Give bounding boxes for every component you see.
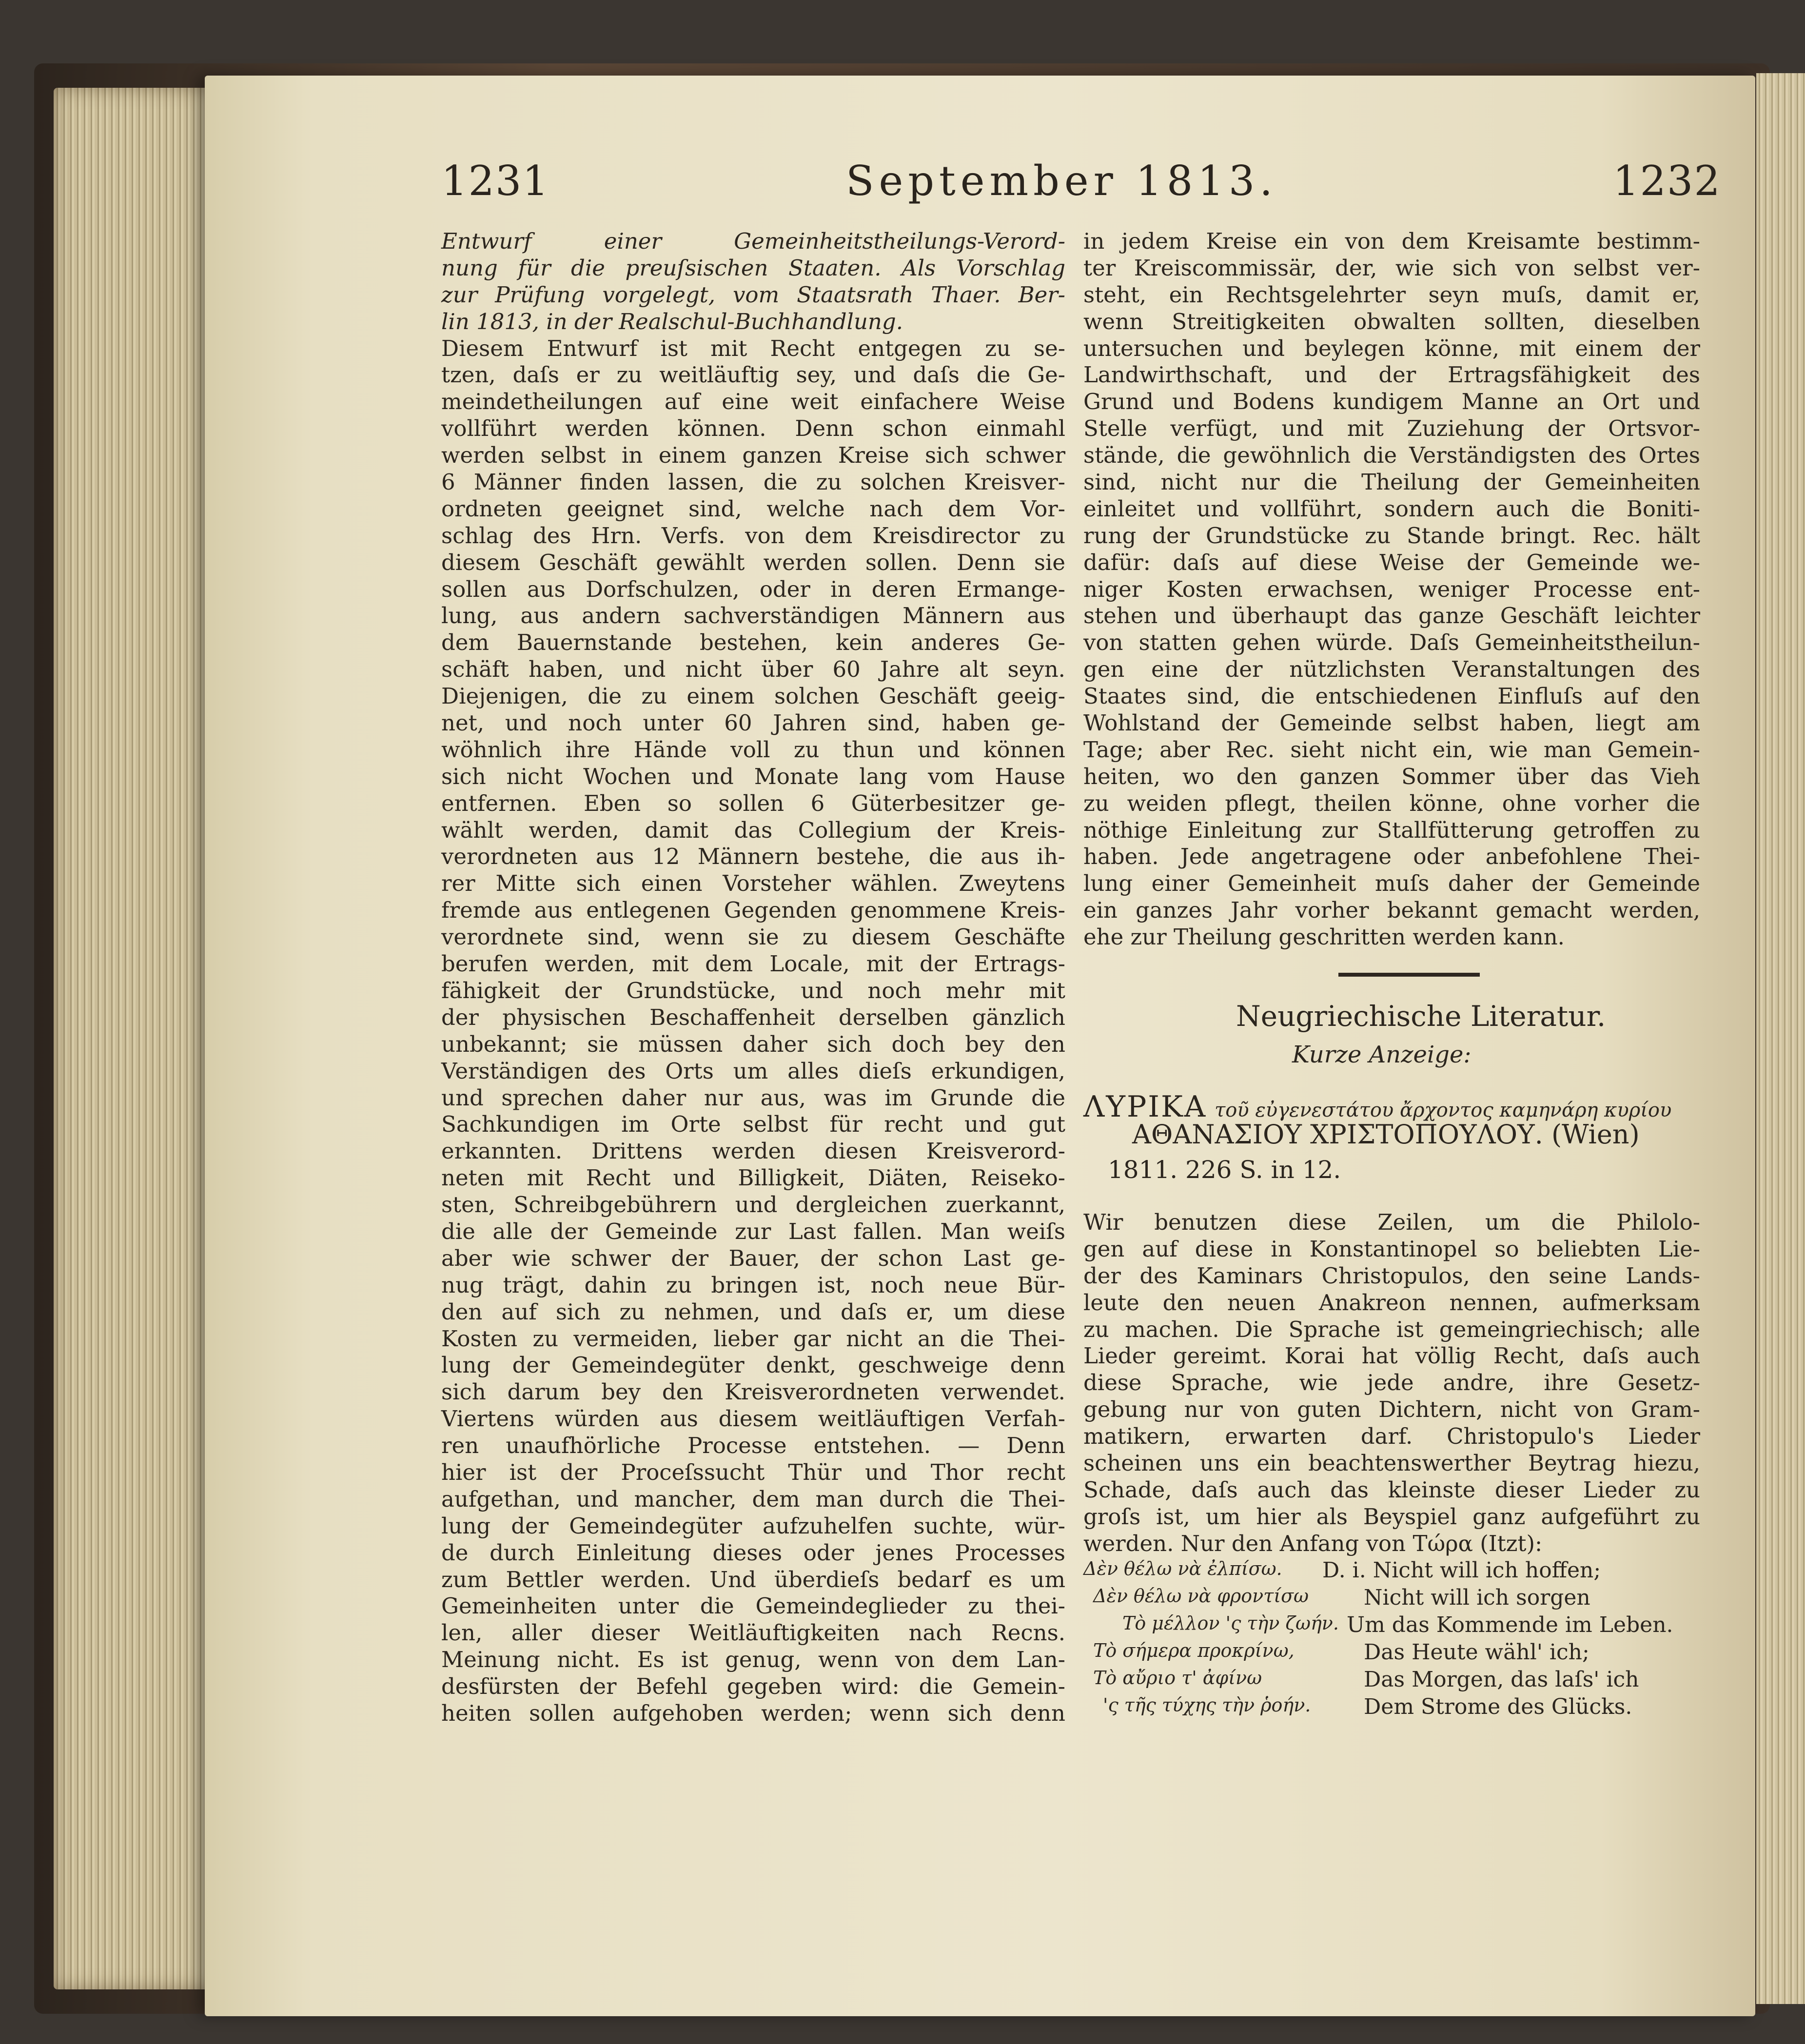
right-column-lower bbox=[1083, 1209, 1700, 1557]
text-line: Tage; aber Rec. sieht nicht ein, wie man Gemein- bbox=[1083, 736, 1700, 763]
text-line: lung einer Gemeinheit muſs daher der Gemeinde bbox=[1083, 870, 1700, 897]
text-line: fähigkeit der Grundstücke, und noch mehr mit bbox=[441, 977, 1065, 1003]
text-line: erkannten. Drittens werden diesen Kreisverord- bbox=[441, 1138, 1065, 1164]
section-divider bbox=[1338, 973, 1480, 977]
text-line: wenn Streitigkeiten obwalten sollten, dieselben bbox=[1083, 308, 1700, 334]
poem-german: Nicht will ich sorgen bbox=[1364, 1585, 1590, 1610]
text-line: schlag des Hrn. Verfs. von dem Kreisdirector zu bbox=[441, 522, 1065, 549]
left-column-text bbox=[441, 335, 1065, 1727]
text-line: gen auf diese in Konstantinopel so beliebten Lie- bbox=[1083, 1236, 1700, 1262]
text-line: entfernen. Eben so sollen 6 Güterbesitzer ge- bbox=[441, 790, 1065, 816]
text-line: de durch Einleitung dieses oder jenes Processes bbox=[441, 1539, 1065, 1566]
book-imprint: 1811. 226 S. in 12. bbox=[1108, 1156, 1341, 1184]
text-line: zu machen. Die Sprache ist gemeingriechisch; alle bbox=[1083, 1316, 1700, 1342]
right-column-upper bbox=[1083, 228, 1700, 951]
text-line: meindetheilungen auf eine weit einfachere Weise bbox=[441, 389, 1065, 415]
right-column-text bbox=[1083, 228, 1700, 951]
text-line: aufgethan, und mancher, dem man durch die Thei- bbox=[441, 1486, 1065, 1512]
text-line: dafür: daſs auf diese Weise der Gemeinde we- bbox=[1083, 549, 1700, 575]
text-line: die alle der Gemeinde zur Last fallen. Man weiſs bbox=[441, 1218, 1065, 1244]
text-line: unbekannt; sie müssen daher sich doch bey den bbox=[441, 1031, 1065, 1057]
text-line: einleitet und vollführt, sondern auch die Boniti- bbox=[1083, 495, 1700, 522]
text-line: Gemeinheiten unter die Gemeindeglieder zu thei- bbox=[441, 1593, 1065, 1619]
text-line: sich nicht Wochen und Monate lang vom Hause bbox=[441, 763, 1065, 789]
text-line: len, aller dieser Weitläuftigkeiten nach Recns. bbox=[441, 1620, 1065, 1646]
page-number-right: 1232 bbox=[1613, 157, 1721, 205]
text-line: tzen, daſs er zu weitläuftig sey, und daſs die Ge- bbox=[441, 362, 1065, 388]
text-line: heiten, wo den ganzen Sommer über das Vieh bbox=[1083, 763, 1700, 789]
text-line: Landwirthschaft, und der Ertragsfähigkeit des bbox=[1083, 362, 1700, 388]
text-line: Verständigen des Orts um alles dieſs erkundigen, bbox=[441, 1058, 1065, 1084]
text-line: diese Sprache, wie jede andre, ihre Gesetz- bbox=[1083, 1370, 1700, 1396]
text-line: diesem Geschäft gewählt werden sollen. Denn sie bbox=[441, 549, 1065, 575]
poem-intro-greek: Δὲν θέλω νὰ ἐλπίσω. bbox=[1083, 1558, 1282, 1579]
text-line: Kosten zu vermeiden, lieber gar nicht an die Thei- bbox=[441, 1325, 1065, 1352]
text-line: 6 Männer finden lassen, die zu solchen Kreisver- bbox=[441, 469, 1065, 495]
text-line: wählt werden, damit das Collegium der Kreis- bbox=[441, 817, 1065, 843]
review-citation bbox=[441, 228, 1065, 335]
text-line: von statten gehen würde. Daſs Gemeinheitstheilun- bbox=[1083, 629, 1700, 656]
text-line: wöhnlich ihre Hände voll zu thun und können bbox=[441, 736, 1065, 763]
poem-german: Das Heute wähl' ich; bbox=[1364, 1640, 1589, 1665]
section-subtitle: Kurze Anzeige: bbox=[1292, 1041, 1471, 1068]
text-line: der des Kaminars Christopulos, den seine Lands- bbox=[1083, 1262, 1700, 1289]
text-line: Stelle verfügt, und mit Zuziehung der Ortsvor- bbox=[1083, 415, 1700, 442]
text-line: Wohlstand der Gemeinde selbst haben, liegt am bbox=[1083, 710, 1700, 736]
page-edges-left bbox=[54, 88, 215, 1989]
text-line: sten, Schreibgebührern und dergleichen zuerkannt, bbox=[441, 1192, 1065, 1218]
running-title: September 1813. bbox=[846, 157, 1277, 205]
greek-title-subtitle: τοῦ εὐγενεστάτου ἄρχοντος καμηνάρη κυρίου bbox=[1215, 1099, 1672, 1121]
text-line: sind, nicht nur die Theilung der Gemeinheiten bbox=[1083, 469, 1700, 495]
text-line: werden. Nur den Anfang von Τώρα (Itzt): bbox=[1083, 1530, 1543, 1556]
text-line: zum Bettler werden. Und überdieſs bedarf es um bbox=[441, 1566, 1065, 1592]
text-line: untersuchen und beylegen könne, mit einem der bbox=[1083, 335, 1700, 361]
greek-title-main: ΛΥΡΙΚΑ bbox=[1083, 1090, 1207, 1124]
text-line: Lieder gereimt. Korai hat völlig Recht, daſs auch bbox=[1083, 1343, 1700, 1369]
poem-greek: Τὸ μέλλον 'ς τὴν ζωήν. bbox=[1122, 1612, 1339, 1634]
text-line: den auf sich zu nehmen, und daſs er, um diese bbox=[441, 1298, 1065, 1325]
poem-greek: Δὲν θέλω νὰ φροντίσω bbox=[1093, 1585, 1309, 1607]
text-line: aber wie schwer der Bauer, der schon Last ge- bbox=[441, 1245, 1065, 1271]
poem-line bbox=[1083, 1694, 1700, 1722]
text-line: ter Kreiscommissär, der, wie sich von selbst ver- bbox=[1083, 255, 1700, 281]
text-line: ein ganzes Jahr vorher bekannt gemacht werden, bbox=[1083, 897, 1700, 924]
text-line: rung der Grundstücke zu Stande bringt. Rec. hält bbox=[1083, 522, 1700, 549]
text-line: lin 1813, in der Realschul-Buchhandlung. bbox=[441, 308, 903, 334]
text-line: lung der Gemeindegüter aufzuhelfen suchte, wür- bbox=[441, 1513, 1065, 1539]
text-line: Diejenigen, die zu einem solchen Geschäft geeig- bbox=[441, 683, 1065, 709]
text-line: leute den neuen Anakreon nennen, aufmerksam bbox=[1083, 1289, 1700, 1316]
text-line: zu weiden pflegt, theilen könne, ohne vorher die bbox=[1083, 790, 1700, 816]
text-line: ren unaufhörliche Processe entstehen. — Denn bbox=[441, 1433, 1065, 1459]
text-line: nung für die preuſsischen Staaten. Als Vorschlag bbox=[441, 255, 1065, 281]
text-line: niger Kosten erwachsen, weniger Processe ent- bbox=[1083, 576, 1700, 602]
poem-line bbox=[1083, 1667, 1700, 1694]
text-line: groſs ist, um hier als Beyspiel ganz aufgeführt zu bbox=[1083, 1503, 1700, 1530]
text-line: rer Mitte sich einen Vorsteher wählen. Zweytens bbox=[441, 870, 1065, 897]
greek-book-author: ΑΘΑΝΑΣΙΟΥ ΧΡΙΣΤΟΠΟΥΛΟΥ. (Wien) bbox=[1132, 1119, 1640, 1150]
text-line: heiten sollen aufgehoben werden; wenn sich denn bbox=[441, 1700, 1065, 1726]
text-line: Viertens würden aus diesem weitläuftigen Verfah- bbox=[441, 1406, 1065, 1432]
text-line: der physischen Beschaffenheit derselben gänzlich bbox=[441, 1004, 1065, 1030]
text-line: Sachkundigen im Orte selbst für recht und gut bbox=[441, 1111, 1065, 1138]
text-line: steht, ein Rechtsgelehrter seyn muſs, damit er, bbox=[1083, 281, 1700, 308]
text-line: verordnete sind, wenn sie zu diesem Geschäfte bbox=[441, 924, 1065, 950]
poem-line bbox=[1083, 1640, 1700, 1667]
poem-line bbox=[1083, 1585, 1700, 1612]
text-line: sich darum bey den Kreisverordneten verwendet. bbox=[441, 1379, 1065, 1405]
text-line: matikern, erwarten darf. Christopulo's Lieder bbox=[1083, 1423, 1700, 1450]
text-line: gebung nur von guten Dichtern, nicht von Gram- bbox=[1083, 1396, 1700, 1423]
review-text bbox=[1083, 1209, 1700, 1557]
text-line: vollführt werden können. Denn schon einmahl bbox=[441, 415, 1065, 442]
text-line: und sprechen daher nur aus, was im Grunde die bbox=[441, 1084, 1065, 1111]
section-title: Neugriechische Literatur. bbox=[1236, 1000, 1606, 1033]
text-line: lung, aus andern sachverständigen Männern aus bbox=[441, 603, 1065, 629]
text-line: fremde aus entlegenen Gegenden genommene Kreis- bbox=[441, 897, 1065, 924]
text-line: sollen aus Dorfschulzen, oder in deren Ermange- bbox=[441, 576, 1065, 602]
text-line: net, und noch unter 60 Jahren sind, haben ge- bbox=[441, 710, 1065, 736]
text-line: neten mit Recht und Billigkeit, Diäten, Reiseko- bbox=[441, 1165, 1065, 1191]
text-line: nug trägt, dahin zu bringen ist, noch neue Bür- bbox=[441, 1272, 1065, 1298]
text-line: lung der Gemeindegüter denkt, geschweige denn bbox=[441, 1352, 1065, 1378]
poem-german: Das Morgen, das laſs' ich bbox=[1364, 1667, 1639, 1692]
text-line: in jedem Kreise ein von dem Kreisamte bestimm- bbox=[1083, 228, 1700, 254]
text-line: Staates sind, die entschiedenen Einfluſs auf den bbox=[1083, 683, 1700, 709]
text-line: Wir benutzen diese Zeilen, um die Philolo- bbox=[1083, 1209, 1700, 1235]
text-line: ordneten geeignet sind, welche nach dem Vor- bbox=[441, 495, 1065, 522]
text-line: hier ist der Proceſssucht Thür und Thor recht bbox=[441, 1459, 1065, 1485]
text-line: ehe zur Theilung geschritten werden kann. bbox=[1083, 924, 1565, 950]
text-line: verordneten aus 12 Männern bestehe, die aus ih- bbox=[441, 844, 1065, 870]
poem-german: Um das Kommende im Leben. bbox=[1347, 1612, 1673, 1637]
text-line: stehen und überhaupt das ganze Geschäft leichter bbox=[1083, 603, 1700, 629]
poem-german: Dem Strome des Glücks. bbox=[1364, 1694, 1632, 1719]
text-line: Grund und Bodens kundigem Manne an Ort und bbox=[1083, 389, 1700, 415]
poem-line bbox=[1083, 1612, 1700, 1640]
page-edges-right bbox=[1756, 73, 1805, 2004]
text-line: zur Prüfung vorgelegt, vom Staatsrath Thaer. Ber- bbox=[441, 281, 1065, 308]
text-line: nöthige Einleitung zur Stallfütterung getroffen zu bbox=[1083, 817, 1700, 843]
text-line: schäft haben, und nicht über 60 Jahre alt seyn. bbox=[441, 656, 1065, 683]
text-line: desfürsten der Befehl gegeben wird: die Gemein- bbox=[441, 1673, 1065, 1700]
text-line: Meinung nicht. Es ist genug, wenn von dem Lan- bbox=[441, 1647, 1065, 1673]
text-line: scheinen uns ein beachtenswerther Beytrag hiezu, bbox=[1083, 1450, 1700, 1476]
poem-greek: 'ς τῆς τύχης τὴν ῥοήν. bbox=[1103, 1694, 1311, 1716]
left-column bbox=[441, 228, 1065, 1727]
poem-intro-german: D. i. Nicht will ich hoffen; bbox=[1322, 1558, 1601, 1583]
text-line: dem Bauernstande bestehen, kein anderes Ge- bbox=[441, 629, 1065, 656]
poem-greek: Τὸ σήμερα προκρίνω, bbox=[1093, 1640, 1295, 1661]
poem-intro-row bbox=[1083, 1558, 1700, 1585]
poem-greek: Τὸ αὔριο τ' ἀφίνω bbox=[1093, 1667, 1262, 1689]
text-line: Diesem Entwurf ist mit Recht entgegen zu se- bbox=[441, 335, 1065, 361]
page-number-left: 1231 bbox=[441, 157, 549, 205]
text-line: werden selbst in einem ganzen Kreise sich schwer bbox=[441, 442, 1065, 469]
text-line: gen eine der nützlichsten Veranstaltungen des bbox=[1083, 656, 1700, 683]
text-line: Entwurf einer Gemeinheitstheilungs-Verord- bbox=[441, 228, 1065, 254]
text-line: stände, die gewöhnlich die Verständigsten des Ortes bbox=[1083, 442, 1700, 469]
text-line: Schade, daſs auch das kleinste dieser Lieder zu bbox=[1083, 1476, 1700, 1503]
text-line: haben. Jede angetragene oder anbefohlene Thei- bbox=[1083, 844, 1700, 870]
text-line: berufen werden, mit dem Locale, mit der Ertrags- bbox=[441, 951, 1065, 977]
